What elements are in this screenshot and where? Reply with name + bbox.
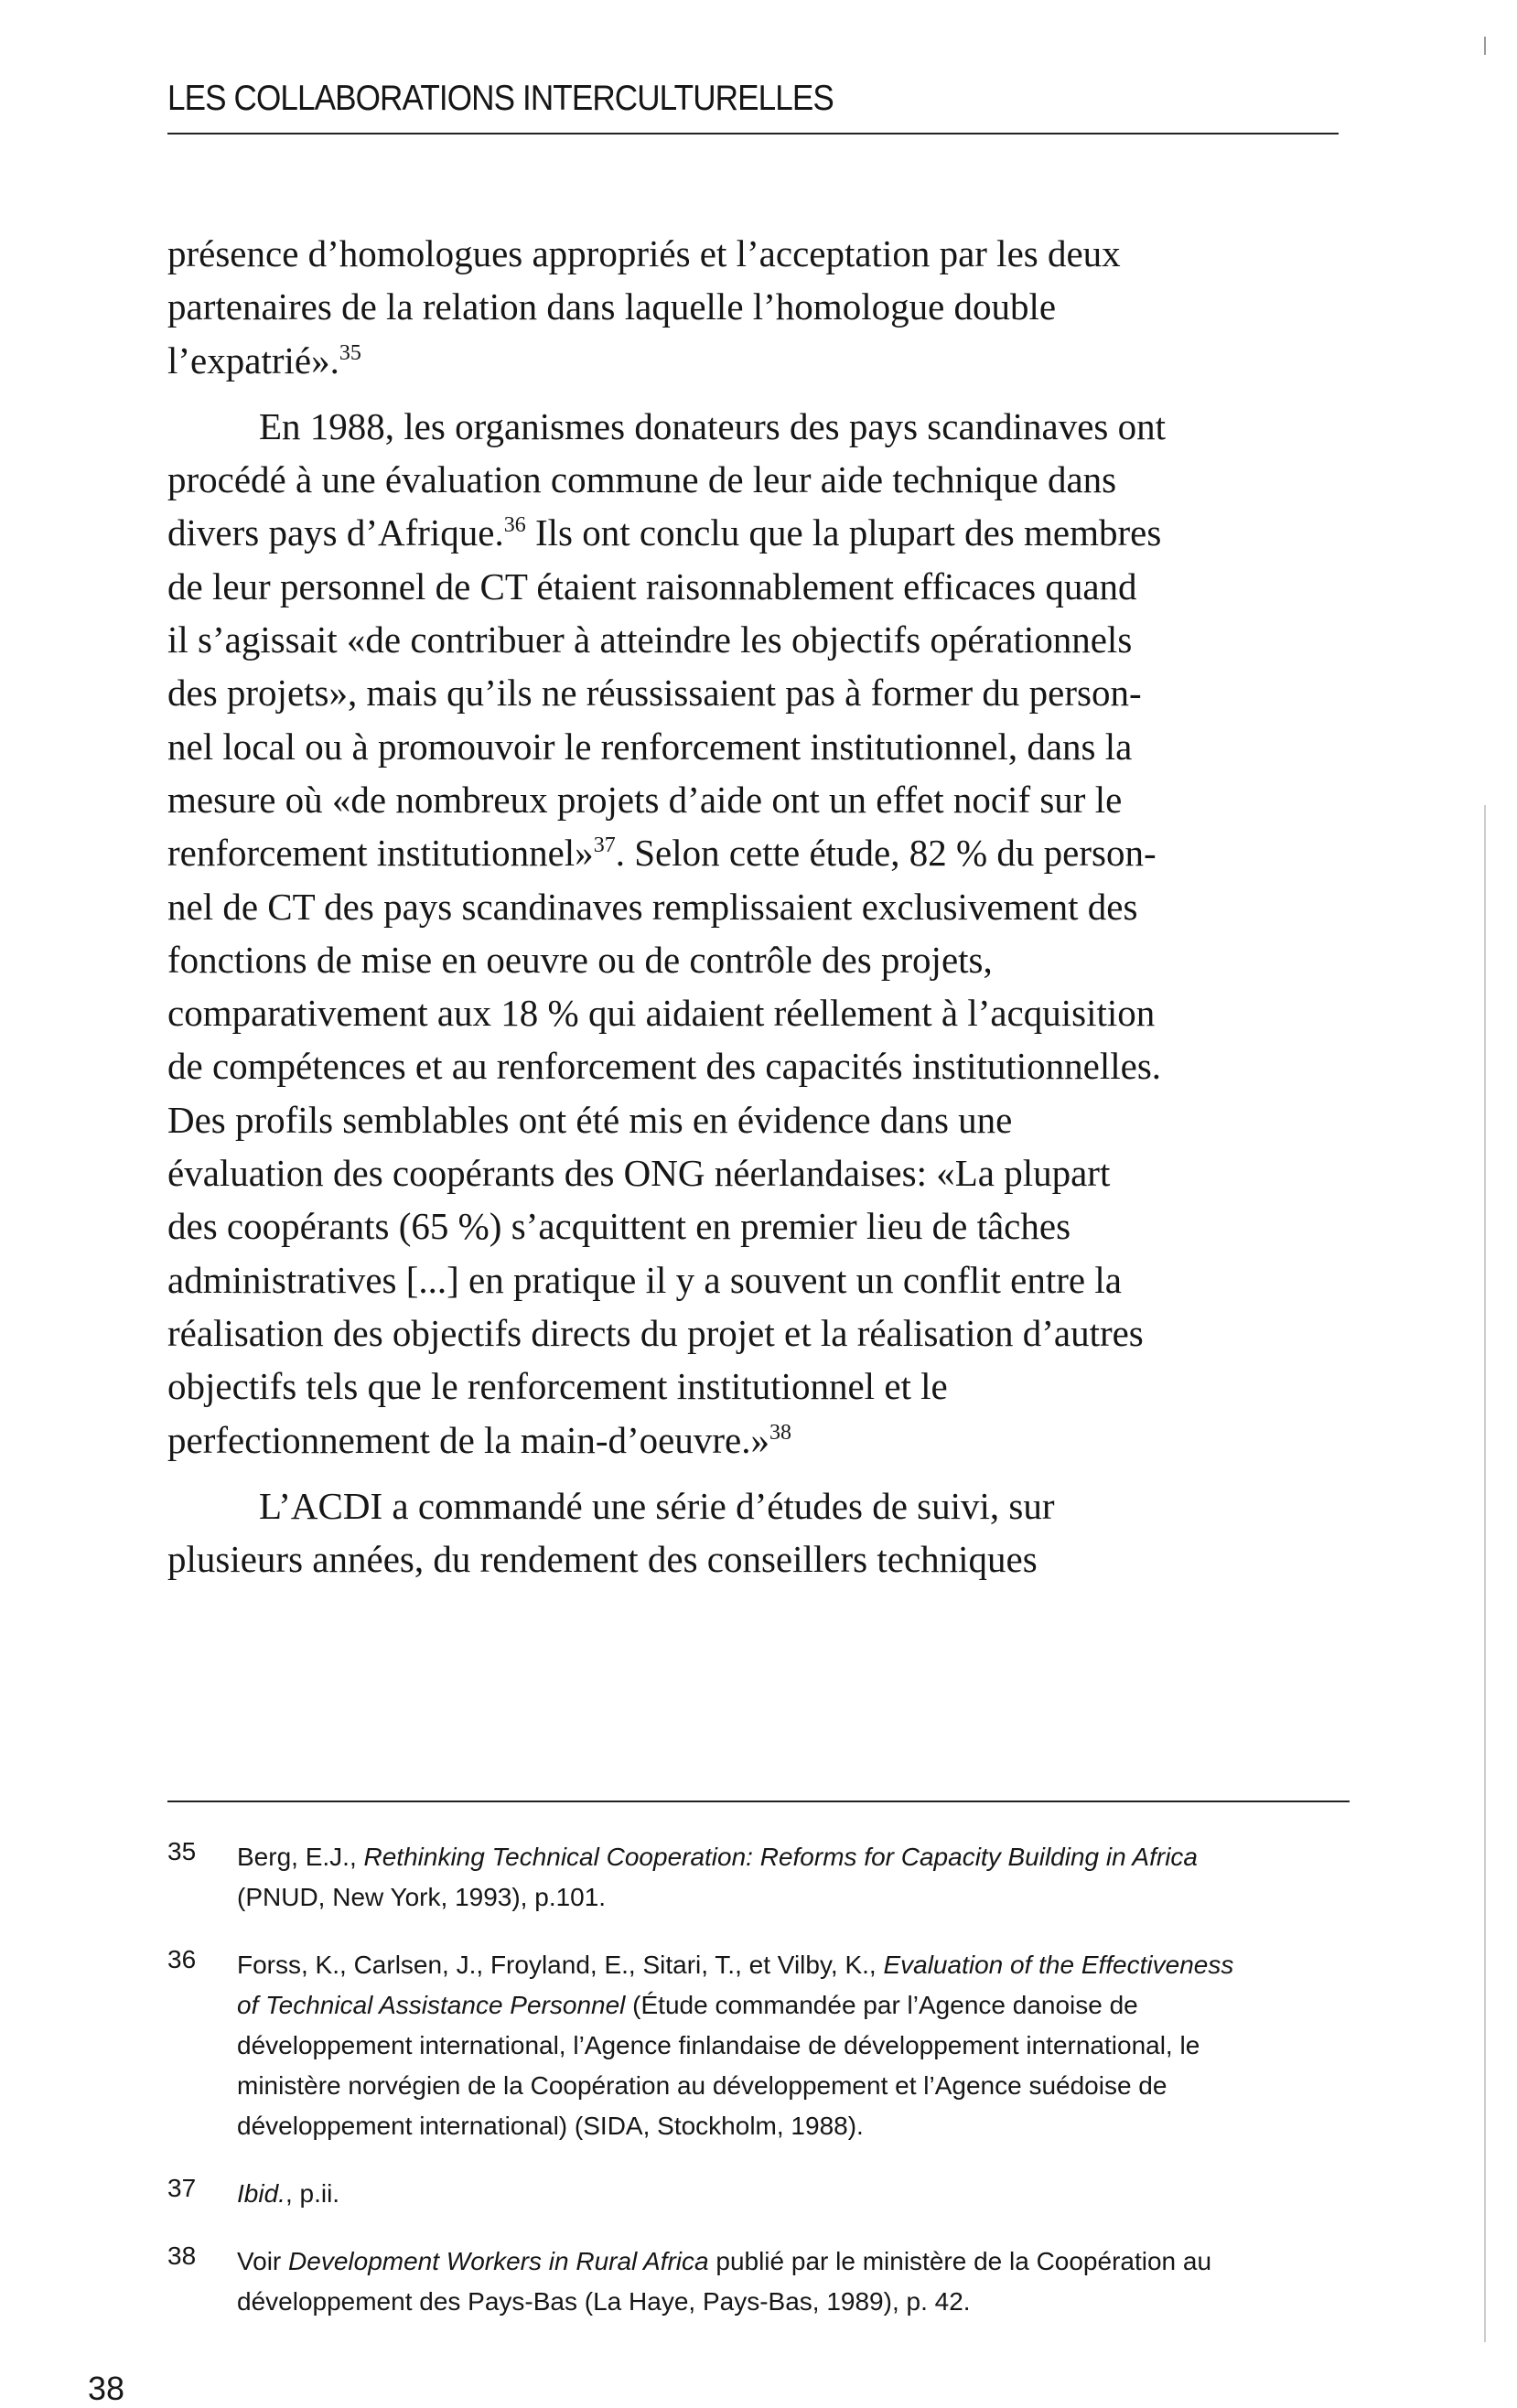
footnote-line	[237, 2282, 1357, 2322]
footnote-ref: 38	[769, 1420, 791, 1445]
footnote-line	[237, 1945, 1357, 1985]
body-line-text: plusieurs années, du rendement des conseillers techniques	[167, 1538, 1038, 1581]
footnote-text: développement des Pays-Bas (La Haye, Pays-Bas, 1989), p. 42.	[237, 2287, 971, 2316]
body-line	[167, 986, 1357, 1039]
footnote-text: Forss, K., Carlsen, J., Froyland, E., Sitari, T., et Vilby, K.,	[237, 1951, 884, 1979]
footnote-line	[237, 2066, 1357, 2106]
body-line	[167, 280, 1357, 333]
body-line-text: mesure où «de nombreux projets d’aide ont un effet nocif sur le	[167, 778, 1123, 821]
running-head: LES COLLABORATIONS INTERCULTURELLES	[167, 79, 834, 118]
footnote-line	[237, 1985, 1357, 2026]
body-line	[167, 666, 1357, 719]
footnote-title: Ibid.	[237, 2179, 285, 2208]
body-line-text: de leur personnel de CT étaient raisonnablement efficaces quand	[167, 564, 1137, 607]
footnote	[167, 2174, 1357, 2214]
footnote-title: Evaluation of the Effectiveness	[883, 1951, 1234, 1979]
footnote-gap	[167, 1918, 1357, 1945]
paragraph-gap	[167, 387, 1357, 400]
paragraph-gap	[167, 1467, 1357, 1479]
edge-mark	[1484, 805, 1486, 2342]
footnote-number: 37	[167, 2174, 197, 2202]
footnote-ref: 37	[593, 833, 616, 858]
footnote-ref: 36	[503, 513, 526, 538]
footnote-text: (Étude commandée par l’Agence danoise de	[625, 1991, 1138, 2019]
body-line	[167, 1479, 1357, 1532]
body-line-text: présence d’homologues appropriés et l’acceptation par les deux	[167, 232, 1121, 274]
body-line	[167, 1306, 1357, 1360]
body-line	[167, 1532, 1357, 1586]
body-line-text: fonctions de mise en oeuvre ou de contrôle des projets,	[167, 938, 993, 981]
body-line-text: administratives [...] en pratique il y a souvent un conflit entre la	[167, 1258, 1122, 1301]
footnote	[167, 2241, 1357, 2322]
edge-mark	[1484, 37, 1486, 55]
body-line	[167, 227, 1357, 280]
body-line-text: des coopérants (65 %) s’acquittent en premier lieu de tâches	[167, 1205, 1071, 1248]
body-line	[167, 773, 1357, 826]
footnote-title: Rethinking Technical Cooperation: Reforms for Capacity Building in Africa	[363, 1843, 1198, 1871]
footnote-gap	[167, 2214, 1357, 2241]
footnote-text: ministère norvégien de la Coopération au développement et l’Agence suédoise de	[237, 2071, 1167, 2100]
footnote-line	[237, 1837, 1357, 1877]
body-line	[167, 880, 1357, 933]
footnote-text: Berg, E.J.,	[237, 1843, 364, 1871]
body-line-text: renforcement institutionnel»	[167, 832, 594, 875]
footnote-gap	[167, 2146, 1357, 2174]
body-line	[167, 400, 1357, 453]
body-line-text: des projets», mais qu’ils ne réussissaient pas à former du person-	[167, 672, 1142, 715]
body-line	[167, 1360, 1357, 1413]
body-line-text: objectifs tels que le renforcement institutionnel et le	[167, 1365, 948, 1408]
body-line	[167, 1039, 1357, 1092]
footnote-text: publié par le ministère de la Coopération au	[708, 2247, 1212, 2275]
body-line-text: comparativement aux 18 % qui aidaient réellement à l’acquisition	[167, 992, 1156, 1035]
header-rule	[167, 133, 1339, 134]
body-line	[167, 453, 1357, 506]
footnote-number: 36	[167, 1945, 197, 1973]
body-line-text: procédé à une évaluation commune de leur aide technique dans	[167, 458, 1117, 501]
body-line	[167, 1253, 1357, 1306]
footnote-number: 35	[167, 1837, 197, 1865]
body-line	[167, 1414, 1357, 1467]
body-line-text: l’expatrié».	[167, 339, 339, 382]
body-line-text: divers pays d’Afrique.	[167, 511, 504, 554]
footnote	[167, 1945, 1357, 2146]
footnote-text: développement international, l’Agence finlandaise de développement international, le	[237, 2031, 1200, 2059]
footnote-title: Development Workers in Rural Africa	[288, 2247, 709, 2275]
body-line-text: perfectionnement de la main-d’oeuvre.»	[167, 1418, 769, 1461]
footnote-line	[237, 2106, 1357, 2146]
body-line-text: Des profils semblables ont été mis en évidence dans une	[167, 1098, 1013, 1141]
body-line	[167, 720, 1357, 773]
footnote-line	[237, 2026, 1357, 2066]
body-line	[167, 613, 1357, 666]
footnote-text: développement international) (SIDA, Stockholm, 1988).	[237, 2112, 864, 2140]
footnotes	[167, 1837, 1357, 2322]
body-line-text: évaluation des coopérants des ONG néerlandaises: «La plupart	[167, 1152, 1111, 1195]
body-line	[167, 334, 1357, 387]
body-line	[167, 1093, 1357, 1146]
footnote	[167, 1837, 1357, 1918]
body-line	[167, 560, 1357, 613]
body-line	[167, 506, 1357, 559]
body-line-text: En 1988, les organismes donateurs des pays scandinaves ont	[259, 404, 1167, 447]
body-line-text: il s’agissait «de contribuer à atteindre les objectifs opérationnels	[167, 618, 1133, 661]
footnote-line	[237, 1877, 1357, 1918]
body-line-text: L’ACDI a commandé une série d’études de suivi, sur	[259, 1484, 1055, 1527]
footnote-number: 38	[167, 2241, 197, 2270]
body-line-text: nel local ou à promouvoir le renforcement institutionnel, dans la	[167, 725, 1133, 768]
body-line-text: de compétences et au renforcement des capacités institutionnelles.	[167, 1045, 1162, 1088]
body-line	[167, 1146, 1357, 1199]
body-line-text: Ils ont conclu que la plupart des membres	[525, 511, 1162, 554]
body-line	[167, 826, 1357, 879]
footnote-text: Voir	[237, 2247, 289, 2275]
body-line-text: partenaires de la relation dans laquelle l’homologue double	[167, 285, 1057, 328]
footnote-rule	[167, 1801, 1350, 1802]
body-line	[167, 1199, 1357, 1252]
page-number: 38	[88, 2370, 125, 2407]
body-line-text: . Selon cette étude, 82 % du person-	[615, 832, 1157, 875]
footnote-text: , p.ii.	[285, 2179, 340, 2208]
footnote-title: of Technical Assistance Personnel	[237, 1991, 626, 2019]
footnote-text: (PNUD, New York, 1993), p.101.	[237, 1883, 607, 1911]
body-line	[167, 933, 1357, 986]
body-text	[167, 227, 1357, 1586]
footnote-ref: 35	[339, 340, 361, 365]
footnote-line	[237, 2174, 1357, 2214]
body-line-text: nel de CT des pays scandinaves remplissaient exclusivement des	[167, 885, 1138, 928]
footnote-line	[237, 2241, 1357, 2282]
body-line-text: réalisation des objectifs directs du projet et la réalisation d’autres	[167, 1311, 1144, 1354]
